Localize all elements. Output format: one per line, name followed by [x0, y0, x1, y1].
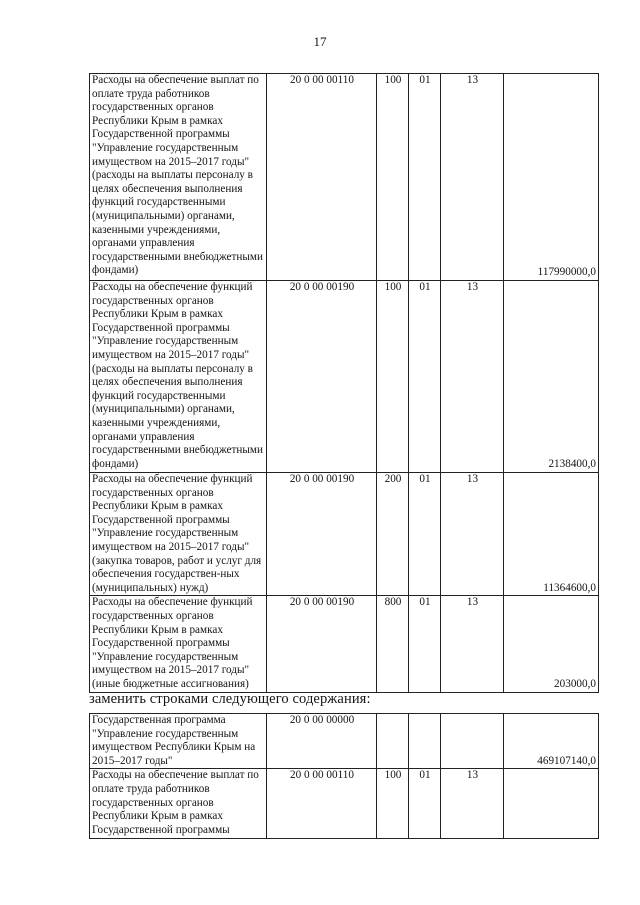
table-row: [90, 596, 599, 692]
amount-cell: 469107140,0: [504, 714, 599, 769]
expenses-table-original: [89, 73, 599, 693]
amount-cell: 117990000,0: [504, 74, 599, 281]
target-code-cell: 20 0 00 00190: [267, 473, 377, 596]
amount-cell: 11364600,0: [504, 473, 599, 596]
expense-name-cell: Расходы на обеспечение выплат по оплате труда работников государственных органов Республики Крым в рамках Государственной программы: [90, 769, 267, 839]
table-row: [90, 74, 599, 281]
amount-cell: 203000,0: [504, 596, 599, 692]
page-number: 17: [313, 34, 327, 49]
amount-cell: 2138400,0: [504, 281, 599, 473]
expense-type-cell: 200: [377, 473, 409, 596]
subsection-cell: 13: [441, 769, 504, 839]
subsection-cell: 13: [441, 281, 504, 473]
subsection-cell: 13: [441, 473, 504, 596]
expense-type-cell: 100: [377, 281, 409, 473]
expense-name-cell: Государственная программа "Управление государственным имуществом Республики Крым на 2015–2017 годы": [90, 714, 267, 769]
section-cell: 01: [409, 596, 441, 692]
section-cell: 01: [409, 281, 441, 473]
subsection-cell: [441, 714, 504, 769]
replace-caption: заменить строками следующего содержания:: [89, 691, 371, 707]
expense-type-cell: [377, 714, 409, 769]
section-cell: 01: [409, 769, 441, 839]
section-cell: 01: [409, 74, 441, 281]
section-cell: [409, 714, 441, 769]
subsection-cell: 13: [441, 596, 504, 692]
target-code-cell: 20 0 00 00190: [267, 596, 377, 692]
table-row: [90, 281, 599, 473]
amount-cell: [504, 769, 599, 839]
subsection-cell: 13: [441, 74, 504, 281]
section-cell: 01: [409, 473, 441, 596]
target-code-cell: 20 0 00 00000: [267, 714, 377, 769]
target-code-cell: 20 0 00 00110: [267, 74, 377, 281]
expense-name-cell: Расходы на обеспечение выплат по оплате труда работников государственных органов Республики Крым в рамках Государственной программы "Управление государственным имуществом на 2015–2017 годы" (расходы на выплаты персоналу в целях обеспечения выполнения функций государственными (муниципальными) органами, казенными учреждениями, органами управления государственными внебюджетными фондами): [90, 74, 267, 281]
expense-type-cell: 800: [377, 596, 409, 692]
expenses-table-replacement: [89, 713, 599, 839]
target-code-cell: 20 0 00 00110: [267, 769, 377, 839]
table-row: [90, 769, 599, 839]
table-row: [90, 473, 599, 596]
table-row: [90, 714, 599, 769]
expense-name-cell: Расходы на обеспечение функций государственных органов Республики Крым в рамках Государственной программы "Управление государственным имуществом на 2015–2017 годы" (расходы на выплаты персоналу в целях обеспечения выполнения функций государственными (муниципальными) органами, казенными учреждениями, органами управления государственными внебюджетными фондами): [90, 281, 267, 473]
target-code-cell: 20 0 00 00190: [267, 281, 377, 473]
expense-type-cell: 100: [377, 769, 409, 839]
expense-type-cell: 100: [377, 74, 409, 281]
expense-name-cell: Расходы на обеспечение функций государственных органов Республики Крым в рамках Государственной программы "Управление государственным имуществом на 2015–2017 годы" (закупка товаров, работ и услуг для обеспечения государствен-ных (муниципальных) нужд): [90, 473, 267, 596]
expense-name-cell: Расходы на обеспечение функций государственных органов Республики Крым в рамках Государственной программы "Управление государственным имуществом на 2015–2017 годы" (иные бюджетные ассигнования): [90, 596, 267, 692]
